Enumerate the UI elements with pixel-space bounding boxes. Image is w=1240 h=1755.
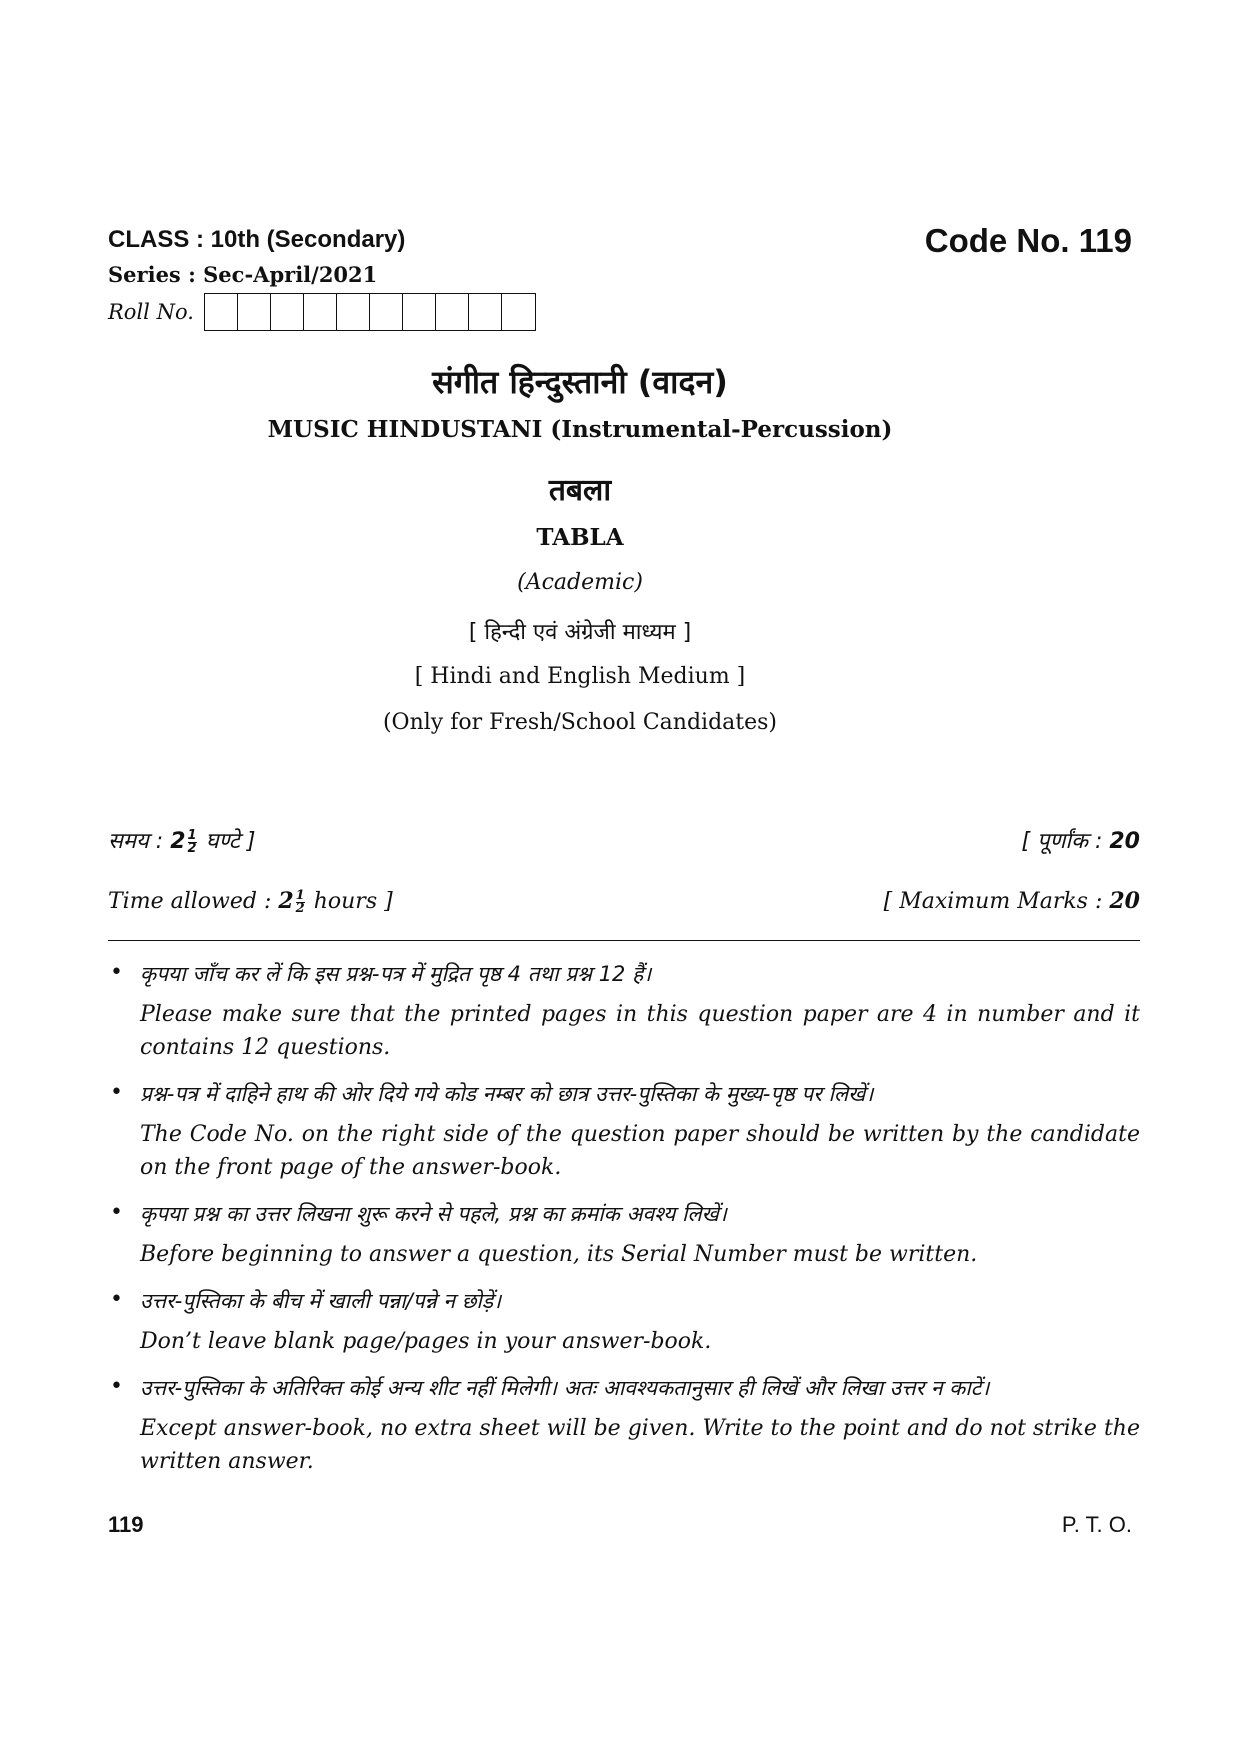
roll-number-box[interactable]: [436, 294, 469, 330]
page-code: 119: [108, 1512, 144, 1537]
roll-number-box[interactable]: [337, 294, 370, 330]
max-marks-english: [ Maximum Marks : 20: [883, 888, 1140, 914]
instruction-item: [108, 958, 1140, 1064]
roll-number-box[interactable]: [238, 294, 271, 330]
roll-number-box[interactable]: [304, 294, 337, 330]
academic-label: (Academic): [517, 570, 643, 595]
bullet-icon: •: [110, 960, 123, 985]
roll-number-box[interactable]: [271, 294, 304, 330]
roll-number-box[interactable]: [469, 294, 502, 330]
instruction-english: Before beginning to answer a question, its Serial Number must be written.: [140, 1242, 978, 1267]
time-allowed-hindi: समय : 2 $\frac{1}{2}$ घण्टे ]: [108, 827, 256, 856]
divider: [108, 940, 1140, 941]
time-marks-row-hindi: [108, 825, 1140, 855]
roll-number-box[interactable]: [403, 294, 436, 330]
instruction-hindi: कृपया जाँच कर लें कि इस प्रश्न-पत्र में मुद्रित पृष्ठ 4 तथा प्रश्न 12 हैं।: [140, 962, 652, 986]
instruction-hindi: कृपया प्रश्न का उत्तर लिखना शुरू करने से पहले, प्रश्न का क्रमांक अवश्य लिखें।: [140, 1202, 727, 1226]
bullet-icon: •: [110, 1080, 123, 1105]
roll-number-boxes[interactable]: [204, 293, 536, 331]
time-marks-row-english: [108, 888, 1140, 915]
class-label: CLASS : 10th (Secondary): [108, 226, 406, 253]
roll-number-box[interactable]: [502, 294, 535, 330]
bullet-icon: •: [110, 1200, 123, 1225]
instruction-english: Don’t leave blank page/pages in your answer-book.: [140, 1329, 712, 1354]
code-number: Code No. 119: [924, 222, 1132, 259]
time-allowed-english: Time allowed : 2 $\frac{1}{2}$ hours ]: [108, 887, 393, 916]
instrument-title-hindi: तबला: [548, 473, 612, 508]
roll-number-label: Roll No.: [108, 300, 194, 324]
instruction-english: Except answer-book, no extra sheet will be given. Write to the point and do not strike the written answer.: [140, 1416, 1140, 1474]
series-label: Series : Sec-April/2021: [108, 262, 378, 287]
fraction: $\frac{1}{2}$: [295, 887, 305, 916]
medium-label-english: [ Hindi and English Medium ]: [414, 664, 746, 689]
instrument-title-english: TABLA: [536, 524, 624, 551]
instruction-item: [108, 1372, 1140, 1478]
bullet-icon: •: [110, 1374, 123, 1399]
roll-number-box[interactable]: [370, 294, 403, 330]
instructions-list: [108, 958, 1140, 1492]
instruction-hindi: प्रश्न-पत्र में दाहिने हाथ की ओर दिये गये कोड नम्बर को छात्र उत्तर-पुस्तिका के मुख्य-पृष्ठ पर लिखें।: [140, 1082, 874, 1106]
subject-title-english: MUSIC HINDUSTANI (Instrumental-Percussion): [267, 416, 893, 443]
subject-title-hindi: संगीत हिन्दुस्तानी (वादन): [432, 363, 728, 401]
roll-number-box[interactable]: [205, 294, 238, 330]
please-turn-over: P. T. O.: [1061, 1512, 1132, 1537]
instruction-hindi: उत्तर-पुस्तिका के अतिरिक्त कोई अन्य शीट नहीं मिलेगी। अतः आवश्यकतानुसार ही लिखें और लिखा उत्तर न काटें।: [140, 1376, 990, 1400]
max-marks-hindi: [ पूर्णांक : 20: [1021, 829, 1140, 854]
instruction-english: The Code No. on the right side of the question paper should be written by the candidate on the front page of the answer-book.: [140, 1122, 1140, 1180]
instruction-item: [108, 1078, 1140, 1184]
fraction: $\frac{1}{2}$: [187, 827, 197, 856]
instruction-item: [108, 1285, 1140, 1358]
instruction-english: Please make sure that the printed pages in this question paper are 4 in number and it contains 12 questions.: [140, 1002, 1140, 1060]
header-left: [108, 226, 536, 331]
bullet-icon: •: [110, 1287, 123, 1312]
roll-number-row: [108, 293, 536, 331]
instruction-item: [108, 1198, 1140, 1271]
candidates-note: (Only for Fresh/School Candidates): [382, 710, 778, 735]
medium-label-hindi: [ हिन्दी एवं अंग्रेजी माध्यम ]: [468, 620, 692, 645]
instruction-hindi: उत्तर-पुस्तिका के बीच में खाली पन्ना/पन्ने न छोड़ें।: [140, 1289, 502, 1313]
